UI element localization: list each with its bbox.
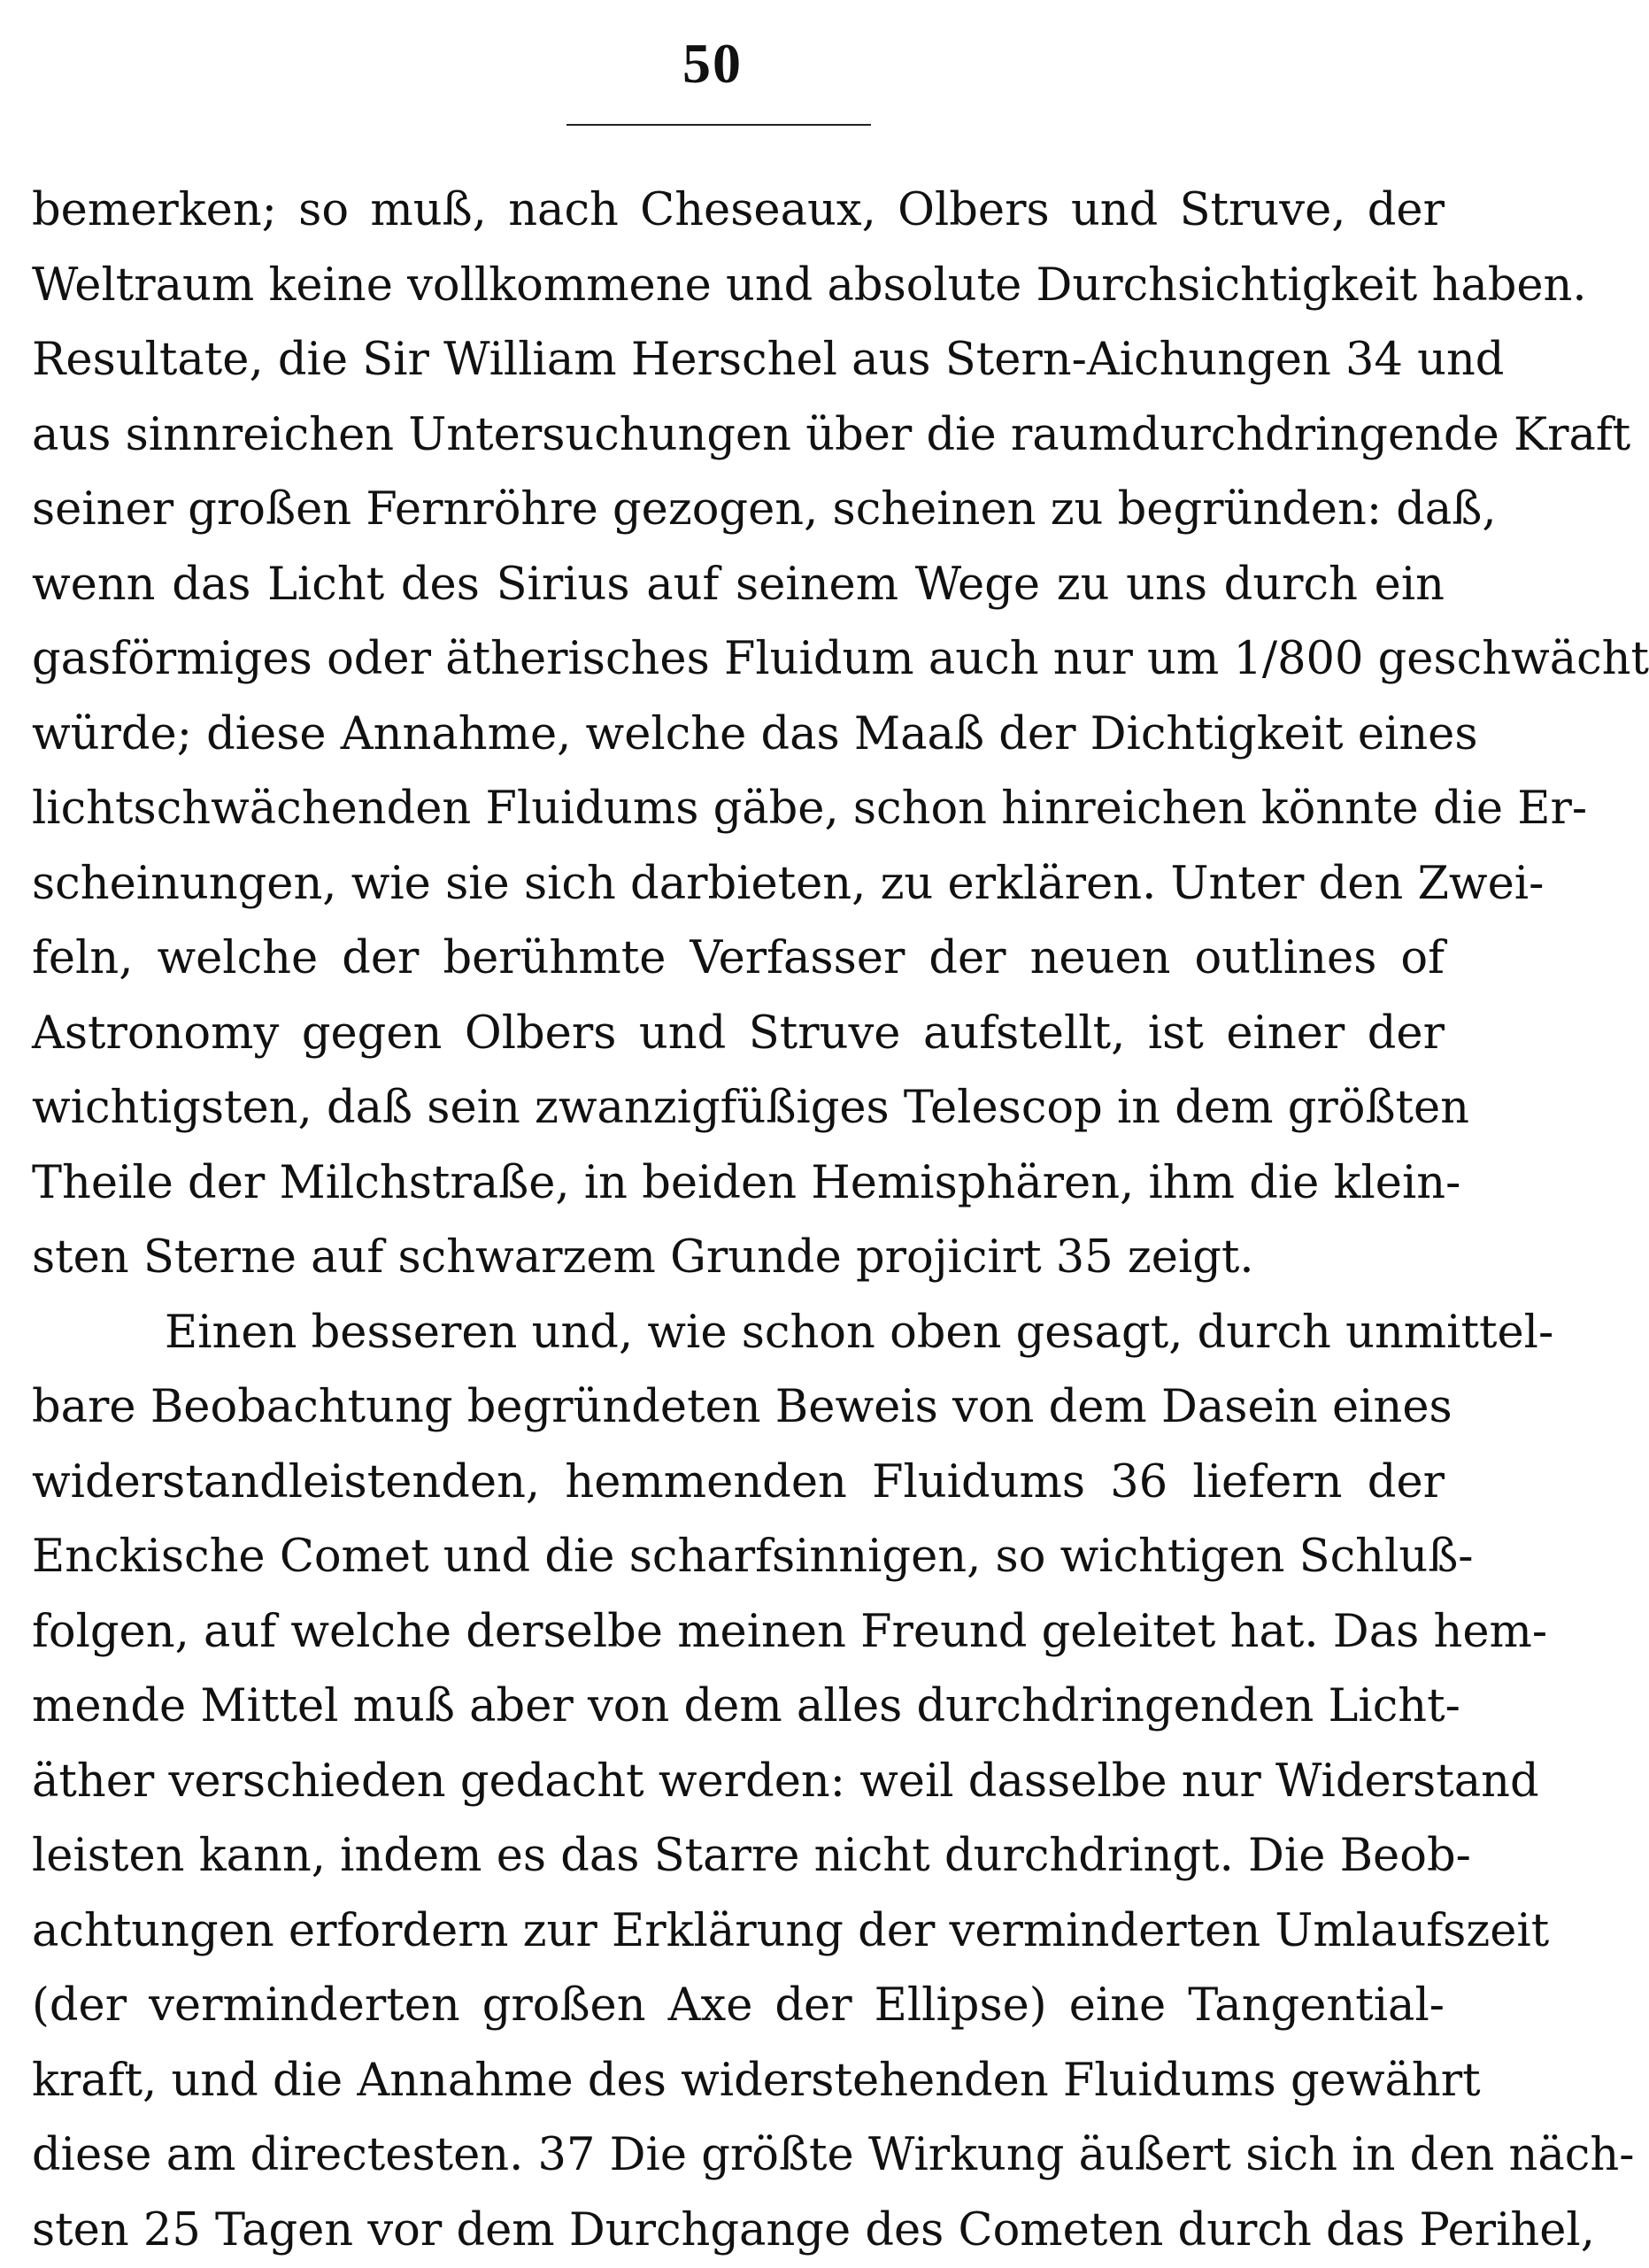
text-line: äther verschieden gedacht werden: weil dasselbe nur Widerstand: [32, 1745, 1445, 1820]
text-line: bare Beobachtung begründeten Beweis von dem Dasein eines: [32, 1370, 1445, 1446]
text-line: folgen, auf welche derselbe meinen Freund geleitet hat. Das hem-: [32, 1595, 1445, 1670]
text-line: (der verminderten großen Axe der Ellipse) eine Tangential-: [32, 1969, 1445, 2044]
text-line: achtungen erfordern zur Erklärung der verminderten Umlaufszeit: [32, 1894, 1445, 1970]
text-line: wichtigsten, daß sein zwanzigfüßiges Telescop in dem größten: [32, 1071, 1445, 1146]
text-line: lichtschwächenden Fluidums gäbe, schon hinreichen könnte die Er-: [32, 772, 1445, 847]
text-line: Astronomy gegen Olbers und Struve aufstellt, ist einer der: [32, 997, 1445, 1072]
header-rule: [566, 124, 871, 126]
text-line: Einen besseren und, wie schon oben gesagt, durch unmittel-: [32, 1296, 1445, 1371]
text-line: gasförmiges oder ätherisches Fluidum auch nur um 1/800 geschwächt: [32, 622, 1445, 698]
text-line: aus sinnreichen Untersuchungen über die raumdurchdringende Kraft: [32, 398, 1445, 474]
text-line: scheinungen, wie sie sich darbieten, zu erklären. Unter den Zwei-: [32, 847, 1445, 922]
page-number: 50: [0, 28, 1425, 99]
text-line: kraft, und die Annahme des widerstehenden Fluidums gewährt: [32, 2044, 1445, 2119]
body-text: [32, 174, 1445, 2268]
text-line: Resultate, die Sir William Herschel aus Stern-Aichungen 34 und: [32, 323, 1445, 398]
text-line: mende Mittel muß aber von dem alles durchdringenden Licht-: [32, 1670, 1445, 1745]
text-line: Weltraum keine vollkommene und absolute Durchsichtigkeit haben.: [32, 249, 1445, 324]
text-line: Enckische Comet und die scharfsinnigen, so wichtigen Schluß-: [32, 1520, 1445, 1595]
text-line: sten Sterne auf schwarzem Grunde projicirt 35 zeigt.: [32, 1221, 1445, 1296]
text-line: feln, welche der berühmte Verfasser der neuen outlines of: [32, 922, 1445, 997]
text-line: widerstandleistenden, hemmenden Fluidums 36 liefern der: [32, 1446, 1445, 1521]
text-line: leisten kann, indem es das Starre nicht durchdringt. Die Beob-: [32, 1819, 1445, 1894]
text-line: bemerken; so muß, nach Cheseaux, Olbers und Struve, der: [32, 174, 1445, 249]
text-line: sten 25 Tagen vor dem Durchgange des Cometen durch das Perihel,: [32, 2194, 1445, 2268]
text-line: Theile der Milchstraße, in beiden Hemisphären, ihm die klein-: [32, 1146, 1445, 1222]
text-line: würde; diese Annahme, welche das Maaß der Dichtigkeit eines: [32, 698, 1445, 773]
text-line: diese am directesten. 37 Die größte Wirkung äußert sich in den näch-: [32, 2118, 1445, 2194]
text-line: wenn das Licht des Sirius auf seinem Wege zu uns durch ein: [32, 548, 1445, 623]
text-line: seiner großen Fernröhre gezogen, scheinen zu begründen: daß,: [32, 473, 1445, 548]
